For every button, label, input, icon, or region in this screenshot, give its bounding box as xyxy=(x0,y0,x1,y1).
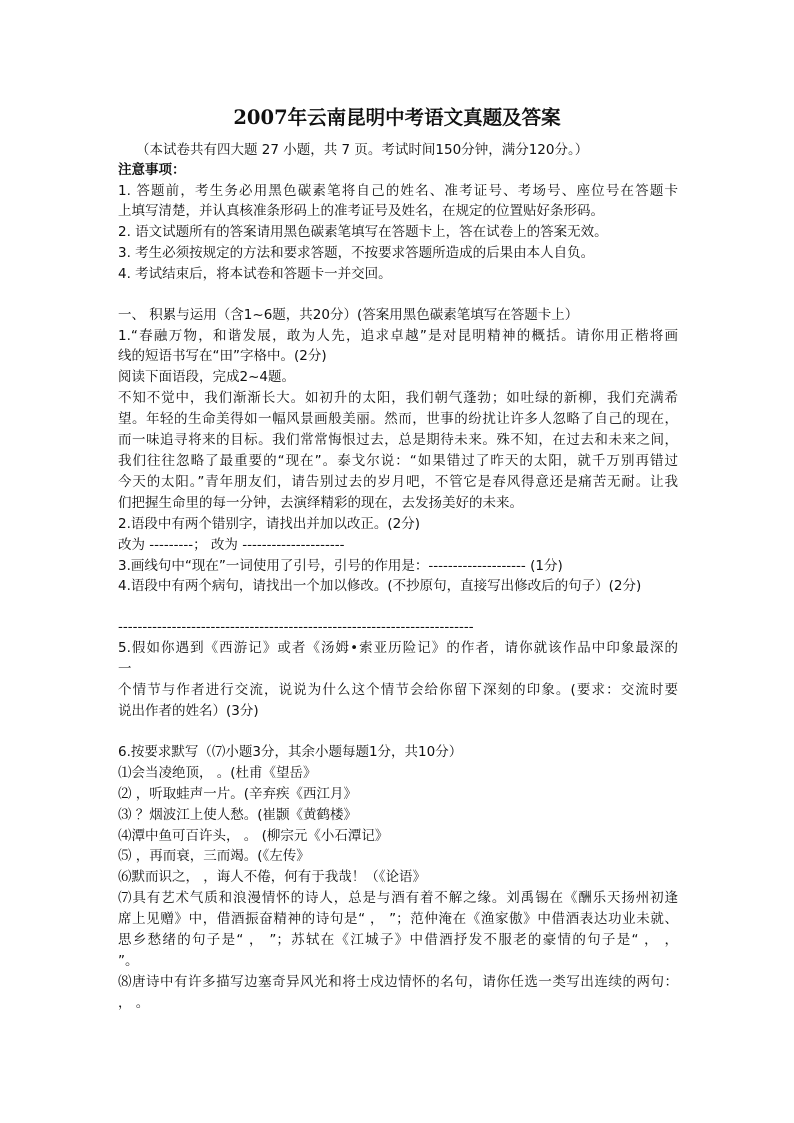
question-5-line-4: 说出作者的姓名）(3分) xyxy=(118,703,259,719)
exam-subtitle: （本试卷共有四大题 27 小题，共 7 页。考试时间150分钟，满分120分。） xyxy=(136,142,589,158)
question-2-answer-blanks: 改为 ---------； 改为 --------------------- xyxy=(118,537,345,553)
passage-line-2: 望。年轻的生命美得如一幅风景画般美丽。然而，世事的纷扰让许多人忽略了自己的现在， xyxy=(118,411,678,427)
question-6-item-8-line-1: ⑻唐诗中有许多描写边塞奇异风光和将士戍边情怀的名句，请你任选一类写出连续的两句： xyxy=(118,974,678,990)
reading-intro: 阅读下面语段，完成2~4题。 xyxy=(118,369,295,385)
notice-line-5: 4. 考试结束后，将本试卷和答题卡一并交回。 xyxy=(118,266,392,282)
question-6-item-7-line-4: ”。 xyxy=(118,953,139,969)
question-1-line-1: 1.“春融万物，和谐发展，敢为人先，追求卓越”是对昆明精神的概括。请你用正楷将画 xyxy=(118,328,678,344)
passage-line-6: 们把握生命里的每一分钟，去演绎精彩的现在，去发扬美好的未来。 xyxy=(118,495,523,511)
question-6-item-7-line-2: 席上见赠》中，借酒振奋精神的诗句是“ ， ”；范仲淹在《渔家傲》中借酒表达功业未就、 xyxy=(118,911,678,927)
question-5-line-3: 个情节与作者进行交流，说说为什么这个情节会给你留下深刻的印象。(要求：交流时要 xyxy=(118,682,678,698)
question-6-item-5: ⑸ ，再而衰，三而竭。(《左传》 xyxy=(118,848,310,864)
passage-line-5: 今天的太阳。”青年朋友们，请告别过去的岁月吧，不管它是春风得意还是痛苦无耐。让我 xyxy=(118,474,678,490)
passage-line-1: 不知不觉中，我们渐渐长大。如初升的太阳，我们朝气蓬勃；如吐绿的新柳，我们充满希 xyxy=(118,390,678,406)
notice-line-4: 3. 考生必须按规定的方法和要求答题，不按要求答题所造成的后果由本人自负。 xyxy=(118,245,595,261)
question-6-item-2: ⑵ ，听取蛙声一片。(辛弃疾《西江月》 xyxy=(118,786,358,802)
section-1-heading: 一、 积累与运用（含1~6题，共20分）(答案用黑色碳素笔填写在答题卡上） xyxy=(118,307,579,323)
notice-heading: 注意事项： xyxy=(118,162,186,178)
passage-line-4: 我们往往忽略了最重要的“现在”。泰戈尔说：“如果错过了昨天的太阳，就千万别再错过 xyxy=(118,453,678,469)
question-6-item-6: ⑹默而识之， ，诲人不倦，何有于我哉！（《论语》 xyxy=(118,869,427,885)
question-2: 2.语段中有两个错别字，请找出并加以改正。(2分) xyxy=(118,516,421,532)
notice-line-1: 1. 答题前，考生务必用黑色碳素笔将自己的姓名、准考证号、考场号、座位号在答题卡 xyxy=(118,183,678,199)
question-6-item-4: ⑷潭中鱼可百许头， 。 (柳宗元《小石潭记》 xyxy=(118,828,389,844)
question-3: 3.画线句中“现在”一词使用了引号，引号的作用是：-------------------- (1分) xyxy=(118,558,563,574)
question-4: 4.语段中有两个病句，请找出一个加以修改。(不抄原句，直接写出修改后的句子）(2分) xyxy=(118,578,642,594)
question-6-item-1: ⑴会当凌绝顶， 。(杜甫《望岳》 xyxy=(118,765,317,781)
answer-dash-line: ------------------------------------------------------------------------- xyxy=(118,619,474,635)
question-5-line-2: 一 xyxy=(118,661,132,677)
question-6-heading: 6.按要求默写（⑺小题3分，其余小题每题1分，共10分） xyxy=(118,744,463,760)
notice-line-2: 上填写清楚，并认真核准条形码上的准考证号及姓名，在规定的位置贴好条形码。 xyxy=(118,203,604,219)
question-1-line-2: 线的短语书写在“田”字格中。(2分) xyxy=(118,348,327,364)
question-6-item-7-line-1: ⑺具有艺术气质和浪漫情怀的诗人，总是与酒有着不解之缘。刘禹锡在《酬乐天扬州初逢 xyxy=(118,890,678,906)
question-6-item-8-line-2: ， 。 xyxy=(118,995,150,1011)
notice-line-3: 2. 语文试题所有的答案请用黑色碳素笔填写在答题卡上，答在试卷上的答案无效。 xyxy=(118,224,608,240)
passage-line-3: 而一味追寻将来的目标。我们常常悔恨过去，总是期待未来。殊不知，在过去和未来之间， xyxy=(118,432,678,448)
page-title: 2007年云南昆明中考语文真题及答案 xyxy=(233,106,561,129)
question-6-item-3: ⑶ ？烟波江上使人愁。(崔颢《黄鹤楼》 xyxy=(118,807,358,823)
question-6-item-7-line-3: 思乡愁绪的句子是“ ， ”；苏轼在《江城子》中借酒抒发不服老的豪情的句子是“ ， ， xyxy=(118,932,678,948)
question-5-line-1: 5.假如你遇到《西游记》或者《汤姆•索亚历险记》的作者，请你就该作品中印象最深的 xyxy=(118,640,678,656)
